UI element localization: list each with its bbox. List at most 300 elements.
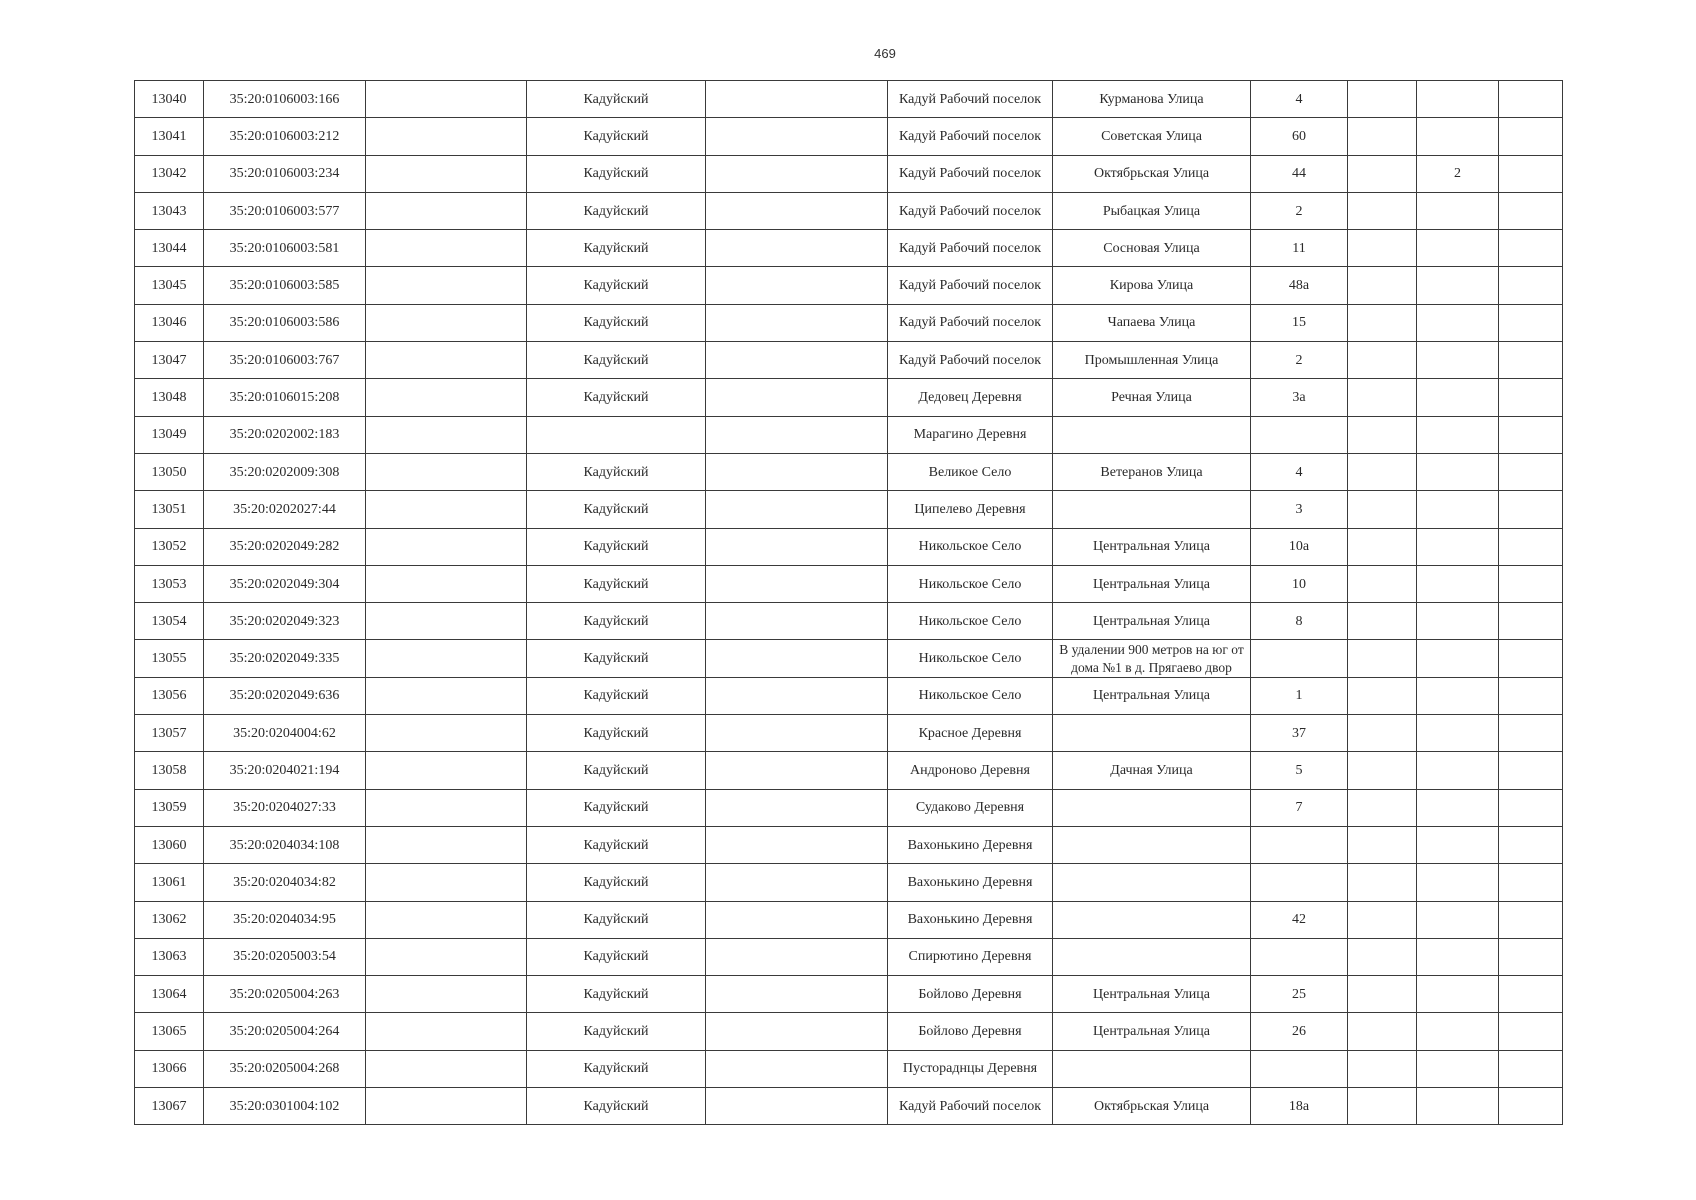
structure-cell	[1417, 603, 1499, 640]
building-cell	[1348, 416, 1417, 453]
empty-cell	[366, 155, 527, 192]
cadastral-number-cell: 35:20:0202002:183	[204, 416, 366, 453]
empty-cell	[366, 304, 527, 341]
empty-cell	[706, 901, 888, 938]
structure-cell	[1417, 304, 1499, 341]
house-number-cell: 15	[1251, 304, 1348, 341]
row-number-cell: 13062	[135, 901, 204, 938]
building-cell	[1348, 938, 1417, 975]
table-row	[135, 565, 1563, 602]
street-cell: Дачная Улица	[1053, 752, 1251, 789]
structure-cell	[1417, 752, 1499, 789]
structure-cell	[1417, 528, 1499, 565]
empty-cell	[706, 864, 888, 901]
empty-cell	[366, 453, 527, 490]
apartment-cell	[1499, 379, 1563, 416]
cadastral-number-cell: 35:20:0202049:282	[204, 528, 366, 565]
settlement-cell: Бойлово Деревня	[888, 976, 1053, 1013]
street-cell	[1053, 789, 1251, 826]
row-number-cell: 13052	[135, 528, 204, 565]
empty-cell	[366, 118, 527, 155]
empty-cell	[706, 379, 888, 416]
empty-cell	[706, 81, 888, 118]
apartment-cell	[1499, 565, 1563, 602]
empty-cell	[366, 640, 527, 677]
street-cell: Октябрьская Улица	[1053, 1088, 1251, 1125]
table-row	[135, 1088, 1563, 1125]
structure-cell	[1417, 789, 1499, 826]
registry-table	[134, 80, 1563, 1125]
district-cell: Кадуйский	[527, 789, 706, 826]
table-row	[135, 453, 1563, 490]
district-cell: Кадуйский	[527, 1050, 706, 1087]
row-number-cell: 13063	[135, 938, 204, 975]
settlement-cell: Никольское Село	[888, 677, 1053, 714]
table-row	[135, 416, 1563, 453]
empty-cell	[706, 155, 888, 192]
street-cell: Центральная Улица	[1053, 677, 1251, 714]
house-number-cell	[1251, 640, 1348, 677]
district-cell: Кадуйский	[527, 565, 706, 602]
empty-cell	[706, 752, 888, 789]
house-number-cell: 3	[1251, 491, 1348, 528]
district-cell: Кадуйский	[527, 864, 706, 901]
district-cell: Кадуйский	[527, 715, 706, 752]
district-cell: Кадуйский	[527, 267, 706, 304]
table-row	[135, 1050, 1563, 1087]
cadastral-number-cell: 35:20:0106003:234	[204, 155, 366, 192]
apartment-cell	[1499, 304, 1563, 341]
street-cell: Центральная Улица	[1053, 976, 1251, 1013]
district-cell: Кадуйский	[527, 118, 706, 155]
row-number-cell: 13056	[135, 677, 204, 714]
building-cell	[1348, 752, 1417, 789]
house-number-cell: 11	[1251, 230, 1348, 267]
table-row	[135, 267, 1563, 304]
table-row	[135, 81, 1563, 118]
settlement-cell: Бойлово Деревня	[888, 1013, 1053, 1050]
empty-cell	[706, 342, 888, 379]
cadastral-number-cell: 35:20:0106003:586	[204, 304, 366, 341]
structure-cell	[1417, 81, 1499, 118]
street-cell: Советская Улица	[1053, 118, 1251, 155]
apartment-cell	[1499, 1050, 1563, 1087]
cadastral-number-cell: 35:20:0106003:585	[204, 267, 366, 304]
settlement-cell: Вахонькино Деревня	[888, 901, 1053, 938]
row-number-cell: 13051	[135, 491, 204, 528]
cadastral-number-cell: 35:20:0204004:62	[204, 715, 366, 752]
apartment-cell	[1499, 192, 1563, 229]
row-number-cell: 13041	[135, 118, 204, 155]
apartment-cell	[1499, 976, 1563, 1013]
house-number-cell: 25	[1251, 976, 1348, 1013]
apartment-cell	[1499, 603, 1563, 640]
table-row	[135, 118, 1563, 155]
table-row	[135, 192, 1563, 229]
building-cell	[1348, 267, 1417, 304]
row-number-cell: 13040	[135, 81, 204, 118]
structure-cell	[1417, 640, 1499, 677]
building-cell	[1348, 901, 1417, 938]
settlement-cell: Андроново Деревня	[888, 752, 1053, 789]
district-cell: Кадуйский	[527, 938, 706, 975]
structure-cell	[1417, 901, 1499, 938]
empty-cell	[366, 528, 527, 565]
row-number-cell: 13046	[135, 304, 204, 341]
table-row	[135, 603, 1563, 640]
building-cell	[1348, 565, 1417, 602]
building-cell	[1348, 976, 1417, 1013]
table-row	[135, 640, 1563, 677]
table-row	[135, 864, 1563, 901]
structure-cell: 2	[1417, 155, 1499, 192]
street-cell	[1053, 864, 1251, 901]
house-number-cell	[1251, 1050, 1348, 1087]
structure-cell	[1417, 118, 1499, 155]
empty-cell	[366, 677, 527, 714]
table-row	[135, 342, 1563, 379]
street-cell: Центральная Улица	[1053, 528, 1251, 565]
building-cell	[1348, 528, 1417, 565]
table-row	[135, 304, 1563, 341]
apartment-cell	[1499, 640, 1563, 677]
table-row	[135, 677, 1563, 714]
settlement-cell: Марагино Деревня	[888, 416, 1053, 453]
district-cell: Кадуйский	[527, 81, 706, 118]
district-cell: Кадуйский	[527, 677, 706, 714]
empty-cell	[706, 453, 888, 490]
building-cell	[1348, 826, 1417, 863]
building-cell	[1348, 1050, 1417, 1087]
table-row	[135, 752, 1563, 789]
street-cell	[1053, 938, 1251, 975]
structure-cell	[1417, 230, 1499, 267]
building-cell	[1348, 230, 1417, 267]
table-row	[135, 789, 1563, 826]
street-cell: Рыбацкая Улица	[1053, 192, 1251, 229]
row-number-cell: 13066	[135, 1050, 204, 1087]
row-number-cell: 13048	[135, 379, 204, 416]
empty-cell	[706, 565, 888, 602]
structure-cell	[1417, 677, 1499, 714]
settlement-cell: Кадуй Рабочий поселок	[888, 230, 1053, 267]
apartment-cell	[1499, 155, 1563, 192]
apartment-cell	[1499, 789, 1563, 826]
apartment-cell	[1499, 453, 1563, 490]
settlement-cell: Кадуй Рабочий поселок	[888, 304, 1053, 341]
district-cell: Кадуйский	[527, 453, 706, 490]
empty-cell	[706, 938, 888, 975]
district-cell: Кадуйский	[527, 901, 706, 938]
street-cell: Речная Улица	[1053, 379, 1251, 416]
settlement-cell: Кадуй Рабочий поселок	[888, 118, 1053, 155]
row-number-cell: 13067	[135, 1088, 204, 1125]
empty-cell	[706, 416, 888, 453]
structure-cell	[1417, 267, 1499, 304]
table-row	[135, 938, 1563, 975]
house-number-cell	[1251, 864, 1348, 901]
cadastral-number-cell: 35:20:0204034:95	[204, 901, 366, 938]
building-cell	[1348, 379, 1417, 416]
empty-cell	[706, 603, 888, 640]
table-row	[135, 379, 1563, 416]
apartment-cell	[1499, 901, 1563, 938]
cadastral-number-cell: 35:20:0205004:264	[204, 1013, 366, 1050]
empty-cell	[706, 528, 888, 565]
district-cell: Кадуйский	[527, 1013, 706, 1050]
apartment-cell	[1499, 1088, 1563, 1125]
street-cell: Промышленная Улица	[1053, 342, 1251, 379]
apartment-cell	[1499, 938, 1563, 975]
building-cell	[1348, 453, 1417, 490]
house-number-cell: 3а	[1251, 379, 1348, 416]
street-cell: Октябрьская Улица	[1053, 155, 1251, 192]
row-number-cell: 13055	[135, 640, 204, 677]
structure-cell	[1417, 379, 1499, 416]
structure-cell	[1417, 938, 1499, 975]
empty-cell	[366, 1013, 527, 1050]
house-number-cell: 2	[1251, 342, 1348, 379]
apartment-cell	[1499, 864, 1563, 901]
cadastral-number-cell: 35:20:0106003:581	[204, 230, 366, 267]
row-number-cell: 13049	[135, 416, 204, 453]
cadastral-number-cell: 35:20:0106015:208	[204, 379, 366, 416]
table-row	[135, 976, 1563, 1013]
empty-cell	[366, 789, 527, 826]
building-cell	[1348, 81, 1417, 118]
cadastral-number-cell: 35:20:0205004:263	[204, 976, 366, 1013]
table-row	[135, 1013, 1563, 1050]
building-cell	[1348, 715, 1417, 752]
settlement-cell: Кадуй Рабочий поселок	[888, 267, 1053, 304]
building-cell	[1348, 192, 1417, 229]
empty-cell	[366, 901, 527, 938]
building-cell	[1348, 118, 1417, 155]
building-cell	[1348, 677, 1417, 714]
empty-cell	[366, 192, 527, 229]
row-number-cell: 13059	[135, 789, 204, 826]
settlement-cell: Ципелево Деревня	[888, 491, 1053, 528]
apartment-cell	[1499, 1013, 1563, 1050]
house-number-cell: 7	[1251, 789, 1348, 826]
house-number-cell: 10	[1251, 565, 1348, 602]
house-number-cell: 10а	[1251, 528, 1348, 565]
structure-cell	[1417, 1013, 1499, 1050]
building-cell	[1348, 304, 1417, 341]
structure-cell	[1417, 565, 1499, 602]
apartment-cell	[1499, 342, 1563, 379]
structure-cell	[1417, 342, 1499, 379]
cadastral-number-cell: 35:20:0106003:577	[204, 192, 366, 229]
empty-cell	[366, 379, 527, 416]
house-number-cell: 5	[1251, 752, 1348, 789]
house-number-cell	[1251, 416, 1348, 453]
street-cell	[1053, 715, 1251, 752]
structure-cell	[1417, 1088, 1499, 1125]
cadastral-number-cell: 35:20:0202049:323	[204, 603, 366, 640]
house-number-cell: 4	[1251, 453, 1348, 490]
district-cell: Кадуйский	[527, 826, 706, 863]
settlement-cell: Дедовец Деревня	[888, 379, 1053, 416]
cadastral-number-cell: 35:20:0106003:767	[204, 342, 366, 379]
settlement-cell: Кадуй Рабочий поселок	[888, 155, 1053, 192]
street-cell: Центральная Улица	[1053, 565, 1251, 602]
structure-cell	[1417, 976, 1499, 1013]
district-cell: Кадуйский	[527, 192, 706, 229]
empty-cell	[706, 789, 888, 826]
empty-cell	[366, 267, 527, 304]
settlement-cell: Пустораднцы Деревня	[888, 1050, 1053, 1087]
structure-cell	[1417, 715, 1499, 752]
apartment-cell	[1499, 118, 1563, 155]
row-number-cell: 13065	[135, 1013, 204, 1050]
settlement-cell: Великое Село	[888, 453, 1053, 490]
empty-cell	[366, 976, 527, 1013]
row-number-cell: 13043	[135, 192, 204, 229]
house-number-cell	[1251, 826, 1348, 863]
building-cell	[1348, 1088, 1417, 1125]
structure-cell	[1417, 416, 1499, 453]
row-number-cell: 13050	[135, 453, 204, 490]
cadastral-number-cell: 35:20:0202049:335	[204, 640, 366, 677]
empty-cell	[366, 1088, 527, 1125]
street-cell: Центральная Улица	[1053, 1013, 1251, 1050]
structure-cell	[1417, 1050, 1499, 1087]
district-cell	[527, 416, 706, 453]
district-cell: Кадуйский	[527, 640, 706, 677]
empty-cell	[706, 826, 888, 863]
empty-cell	[706, 715, 888, 752]
building-cell	[1348, 789, 1417, 826]
empty-cell	[366, 603, 527, 640]
house-number-cell: 42	[1251, 901, 1348, 938]
building-cell	[1348, 640, 1417, 677]
cadastral-number-cell: 35:20:0205003:54	[204, 938, 366, 975]
row-number-cell: 13061	[135, 864, 204, 901]
table-row	[135, 528, 1563, 565]
street-cell: Сосновая Улица	[1053, 230, 1251, 267]
empty-cell	[366, 491, 527, 528]
empty-cell	[706, 118, 888, 155]
empty-cell	[366, 342, 527, 379]
apartment-cell	[1499, 491, 1563, 528]
empty-cell	[706, 1050, 888, 1087]
structure-cell	[1417, 192, 1499, 229]
row-number-cell: 13058	[135, 752, 204, 789]
settlement-cell: Кадуй Рабочий поселок	[888, 192, 1053, 229]
empty-cell	[706, 304, 888, 341]
settlement-cell: Никольское Село	[888, 565, 1053, 602]
structure-cell	[1417, 453, 1499, 490]
apartment-cell	[1499, 752, 1563, 789]
settlement-cell: Судаково Деревня	[888, 789, 1053, 826]
cadastral-number-cell: 35:20:0106003:166	[204, 81, 366, 118]
district-cell: Кадуйский	[527, 976, 706, 1013]
apartment-cell	[1499, 677, 1563, 714]
building-cell	[1348, 491, 1417, 528]
empty-cell	[366, 81, 527, 118]
settlement-cell: Никольское Село	[888, 603, 1053, 640]
district-cell: Кадуйский	[527, 379, 706, 416]
cadastral-number-cell: 35:20:0202027:44	[204, 491, 366, 528]
house-number-cell: 18а	[1251, 1088, 1348, 1125]
settlement-cell: Спирютино Деревня	[888, 938, 1053, 975]
cadastral-number-cell: 35:20:0204034:108	[204, 826, 366, 863]
cadastral-number-cell: 35:20:0204034:82	[204, 864, 366, 901]
house-number-cell: 8	[1251, 603, 1348, 640]
row-number-cell: 13057	[135, 715, 204, 752]
apartment-cell	[1499, 528, 1563, 565]
street-cell: Центральная Улица	[1053, 603, 1251, 640]
row-number-cell: 13044	[135, 230, 204, 267]
settlement-cell: Вахонькино Деревня	[888, 864, 1053, 901]
building-cell	[1348, 864, 1417, 901]
empty-cell	[366, 752, 527, 789]
row-number-cell: 13054	[135, 603, 204, 640]
district-cell: Кадуйский	[527, 342, 706, 379]
house-number-cell: 44	[1251, 155, 1348, 192]
apartment-cell	[1499, 416, 1563, 453]
row-number-cell: 13047	[135, 342, 204, 379]
street-cell	[1053, 826, 1251, 863]
apartment-cell	[1499, 826, 1563, 863]
cadastral-number-cell: 35:20:0205004:268	[204, 1050, 366, 1087]
registry-table-body	[135, 81, 1563, 1125]
street-cell: В удалении 900 метров на юг от дома №1 в д. Прягаево двор	[1053, 640, 1251, 677]
street-cell	[1053, 1050, 1251, 1087]
empty-cell	[366, 864, 527, 901]
district-cell: Кадуйский	[527, 528, 706, 565]
cadastral-number-cell: 35:20:0202049:304	[204, 565, 366, 602]
settlement-cell: Никольское Село	[888, 528, 1053, 565]
empty-cell	[366, 230, 527, 267]
empty-cell	[706, 976, 888, 1013]
table-row	[135, 230, 1563, 267]
apartment-cell	[1499, 81, 1563, 118]
cadastral-number-cell: 35:20:0301004:102	[204, 1088, 366, 1125]
empty-cell	[706, 192, 888, 229]
empty-cell	[366, 416, 527, 453]
empty-cell	[706, 491, 888, 528]
cadastral-number-cell: 35:20:0202049:636	[204, 677, 366, 714]
street-cell	[1053, 416, 1251, 453]
apartment-cell	[1499, 267, 1563, 304]
table-row	[135, 491, 1563, 528]
district-cell: Кадуйский	[527, 603, 706, 640]
empty-cell	[366, 826, 527, 863]
table-row	[135, 901, 1563, 938]
settlement-cell: Кадуй Рабочий поселок	[888, 1088, 1053, 1125]
house-number-cell: 2	[1251, 192, 1348, 229]
settlement-cell: Вахонькино Деревня	[888, 826, 1053, 863]
apartment-cell	[1499, 230, 1563, 267]
district-cell: Кадуйский	[527, 155, 706, 192]
settlement-cell: Никольское Село	[888, 640, 1053, 677]
cadastral-number-cell: 35:20:0202009:308	[204, 453, 366, 490]
house-number-cell: 60	[1251, 118, 1348, 155]
settlement-cell: Кадуй Рабочий поселок	[888, 81, 1053, 118]
street-cell: Чапаева Улица	[1053, 304, 1251, 341]
empty-cell	[366, 1050, 527, 1087]
table-row	[135, 826, 1563, 863]
street-cell	[1053, 901, 1251, 938]
table-row	[135, 715, 1563, 752]
street-cell	[1053, 491, 1251, 528]
house-number-cell: 1	[1251, 677, 1348, 714]
house-number-cell	[1251, 938, 1348, 975]
building-cell	[1348, 155, 1417, 192]
district-cell: Кадуйский	[527, 304, 706, 341]
